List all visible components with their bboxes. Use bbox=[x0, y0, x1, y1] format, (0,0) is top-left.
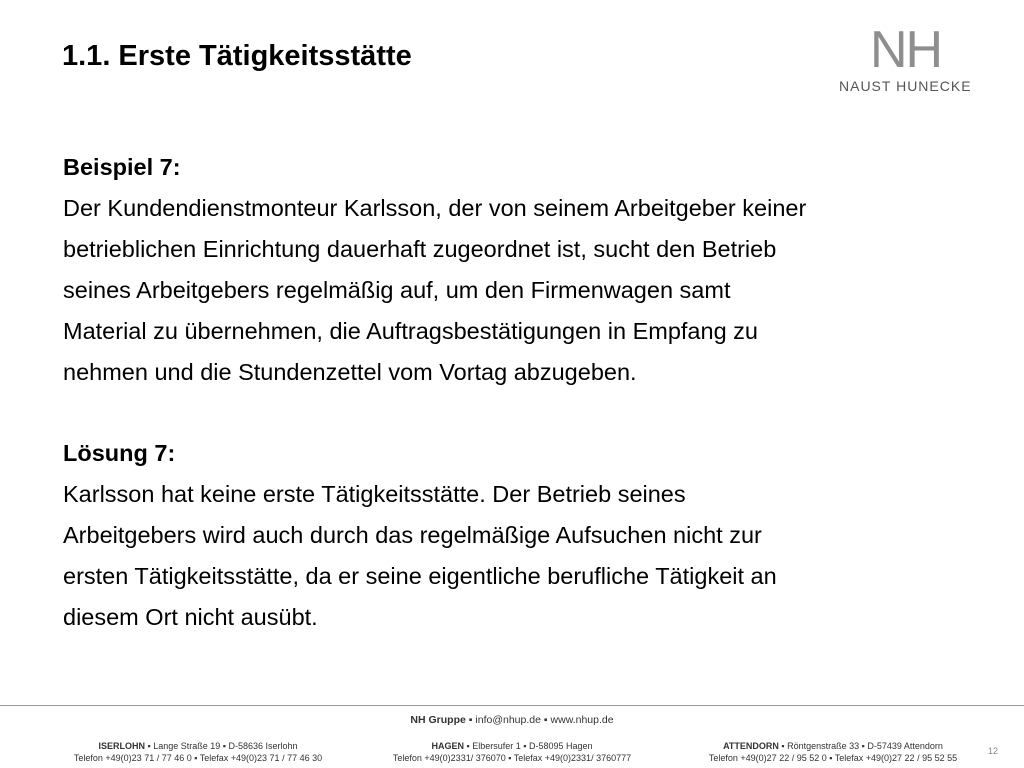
logo-mark: NH bbox=[870, 21, 942, 79]
footer-separator: ▪ bbox=[466, 741, 470, 751]
slide-body bbox=[63, 147, 1003, 638]
footer-contact bbox=[0, 714, 1024, 726]
office-phones: Telefon +49(0)23 71 / 77 46 0 ▪ Telefax +49(0)23 71 / 77 46 30 bbox=[73, 753, 323, 763]
paragraph-gap bbox=[63, 393, 1003, 433]
footer-separator: ▪ bbox=[543, 714, 548, 726]
solution-line: Karlsson hat keine erste Tätigkeitsstätte. Der Betrieb seines bbox=[63, 481, 686, 507]
example-line: Der Kundendienstmonteur Karlsson, der von seinem Arbeitgeber keiner bbox=[63, 195, 807, 221]
office-phones: Telefon +49(0)2331/ 376070 ▪ Telefax +49(0)2331/ 3760777 bbox=[392, 753, 632, 763]
company-logo bbox=[830, 20, 1010, 100]
footer-separator: ▪ bbox=[147, 741, 151, 751]
logo-company-name: NAUST HUNECKE bbox=[839, 78, 972, 94]
example-line: seines Arbeitgebers regelmäßig auf, um den Firmenwagen samt bbox=[63, 277, 731, 303]
page-number: 12 bbox=[988, 746, 999, 756]
solution-line: ersten Tätigkeitsstätte, da er seine eigentliche berufliche Tätigkeit an bbox=[63, 563, 777, 589]
example-line: Material zu übernehmen, die Auftragsbestätigungen in Empfang zu bbox=[63, 318, 758, 344]
slide-title: 1.1. Erste Tätigkeitsstätte bbox=[62, 40, 412, 72]
office-city: ATTENDORN bbox=[723, 741, 779, 751]
solution-line: Arbeitgebers wird auch durch das regelmäßige Aufsuchen nicht zur bbox=[63, 522, 762, 548]
footer-separator: ▪ bbox=[781, 741, 785, 751]
footer-office-hagen bbox=[362, 740, 662, 764]
footer-separator: ▪ bbox=[468, 714, 473, 726]
footer-website-link[interactable]: www.nhup.de bbox=[550, 714, 614, 726]
office-city: HAGEN bbox=[431, 741, 464, 751]
footer-office-iserlohn bbox=[48, 740, 348, 764]
footer-office-attendorn bbox=[683, 740, 983, 764]
example-line: betrieblichen Einrichtung dauerhaft zugeordnet ist, sucht den Betrieb bbox=[63, 236, 777, 262]
example-heading: Beispiel 7: bbox=[63, 154, 181, 180]
office-address: Röntgenstraße 33 ▪ D-57439 Attendorn bbox=[787, 741, 943, 751]
example-line: nehmen und die Stundenzettel vom Vortag abzugeben. bbox=[63, 359, 637, 385]
footer-divider bbox=[0, 705, 1024, 706]
footer-email-link[interactable]: info@nhup.de bbox=[475, 714, 541, 726]
solution-heading: Lösung 7: bbox=[63, 440, 176, 466]
office-city: ISERLOHN bbox=[98, 741, 145, 751]
solution-line: diesem Ort nicht ausübt. bbox=[63, 604, 318, 630]
office-phones: Telefon +49(0)27 22 / 95 52 0 ▪ Telefax +49(0)27 22 / 95 52 55 bbox=[708, 753, 958, 763]
footer-group-name: NH Gruppe bbox=[410, 714, 466, 726]
office-address: Elbersufer 1 ▪ D-58095 Hagen bbox=[472, 741, 593, 751]
office-address: Lange Straße 19 ▪ D-58636 Iserlohn bbox=[153, 741, 298, 751]
